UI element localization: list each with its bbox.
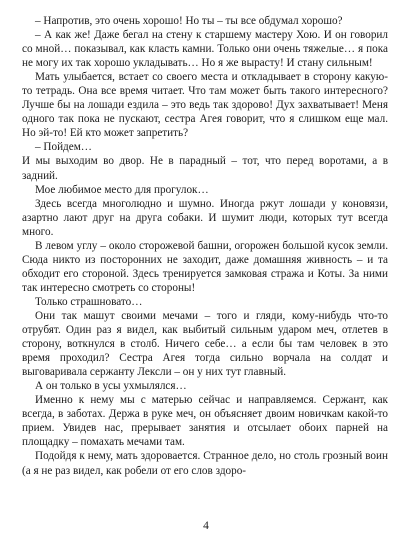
- paragraph-13: Подойдя к нему, мать здоровается. Странное дело, но столь грозный воин (а я не раз видел, как робели от его слов здоро-: [22, 450, 388, 477]
- paragraph-2: – А как же! Даже бегал на стену к старшему мастеру Хою. И он говорил со мной… показывал, как класть камни. Только они очень тяжелые… я пока не могу их так хорошо укладывать… Но я же вырасту! И стану сильным!: [22, 29, 388, 70]
- paragraph-6: Мое любимое место для прогулок…: [35, 183, 209, 196]
- paragraph-5: И мы выходим во двор. Не в парадный – тот, что перед воротами, а в задний.: [22, 155, 388, 182]
- paragraph-4: – Пойдем…: [35, 141, 92, 154]
- paragraph-11: А он только в усы ухмылялся…: [35, 380, 187, 393]
- paragraph-1: – Напротив, это очень хорошо! Но ты – ты все обдумал хорошо?: [35, 15, 343, 27]
- book-page-text: [22, 14, 388, 504]
- paragraph-10: Они так машут своими мечами – того и гляди, кому-нибудь что-то отрубят. Один раз я видел, как выбитый сильным ударом меч, отлетев в сторону, воткнулся в столб. Ничего себе… а если бы там человек в это время проходил? Сестра Агея тогда сильно ворчала на солдат и выговаривала сержанту Лексли – он у них тут главный.: [22, 309, 388, 379]
- paragraph-8: В левом углу – около сторожевой башни, огорожен большой кусок земли. Сюда никто из посторонних не заходит, даже домашняя живность – и та обходит его стороной. Здесь тренируется замковая стража и Коты. За ними так интересно смотреть со стороны!: [22, 239, 388, 294]
- paragraph-9: Только страшновато…: [35, 295, 143, 308]
- paragraph-12: Именно к нему мы с матерью сейчас и направляемся. Сержант, как всегда, в заботах. Держа в руке меч, он объясняет двоим новичкам какой-то прием. Увидев нас, прерывает занятия и отсылает обоих парней на площадку – помахать мечами там.: [22, 394, 388, 449]
- paragraph-3: Мать улыбается, встает со своего места и откладывает в сторону какую-то тетрадь. Она все время читает. Что там может быть такого интересного? Лучше бы на лошади ездила – это ведь так здорово! Дух захватывает! Меня одного так пока не пускают, сестра Агея говорит, что я слишком еще мал. Но эй-то! Ей кто может запретить?: [22, 71, 388, 140]
- paragraph-7: Здесь всегда многолюдно и шумно. Иногда ржут лошади у коновязи, азартно лают друг на друга собаки. И шумит люди, которых тут всегда много.: [22, 197, 388, 238]
- page-number: 4: [203, 520, 209, 532]
